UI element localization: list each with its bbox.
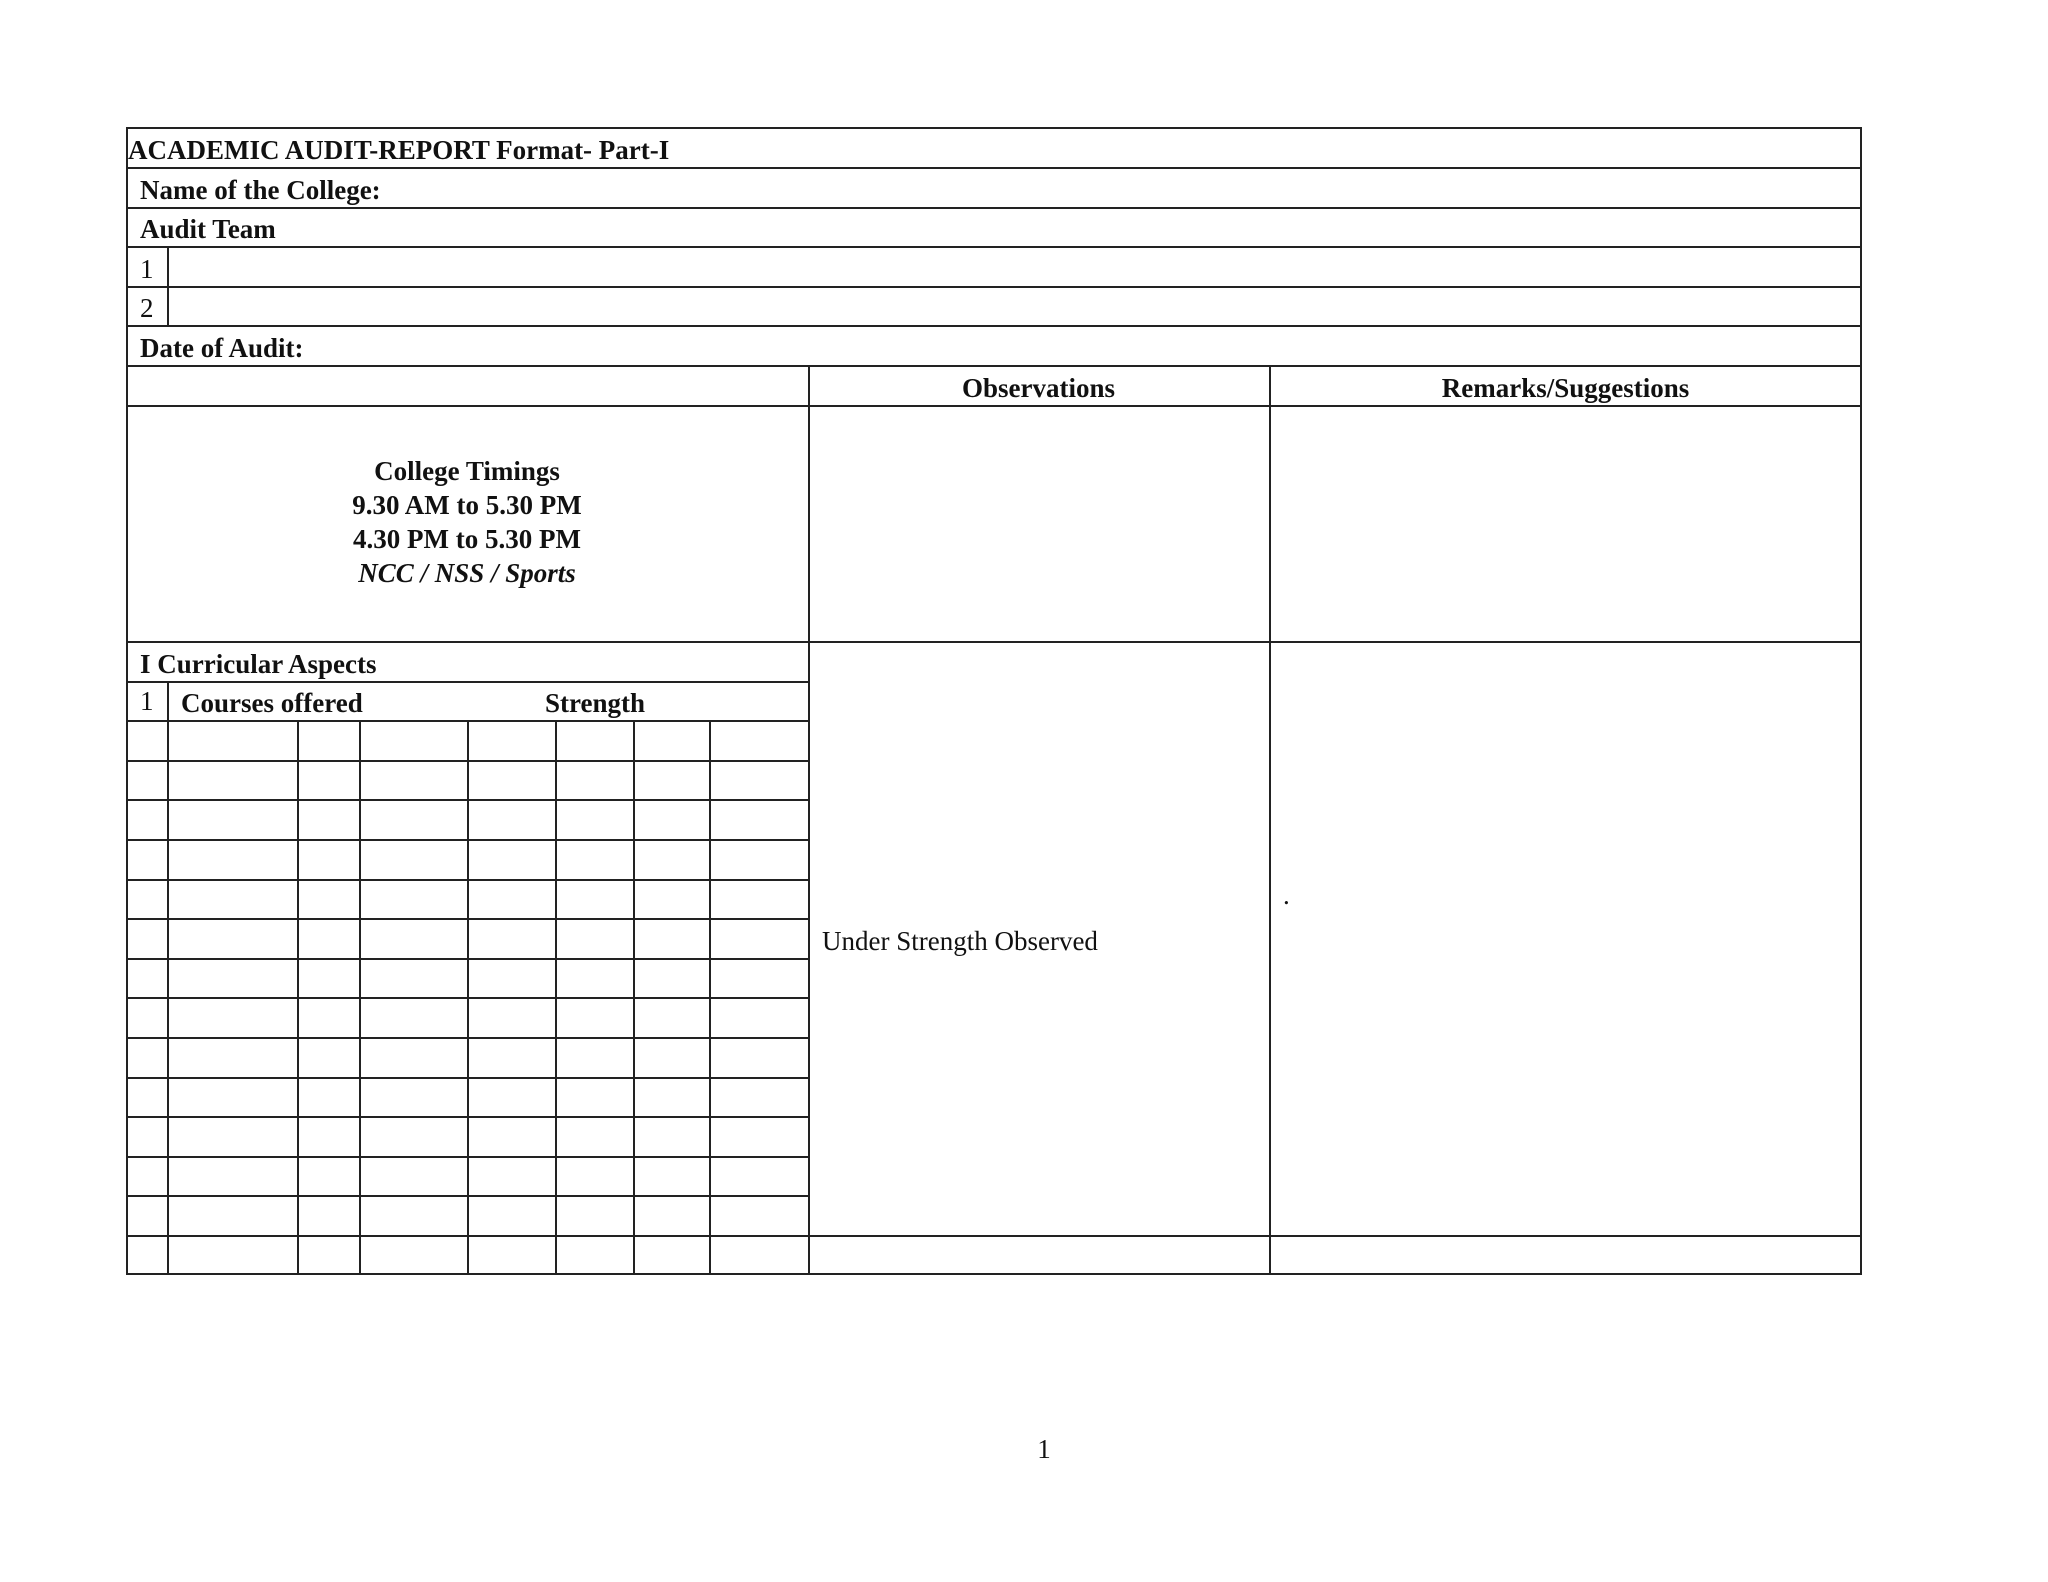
column-divider (555, 720, 557, 1275)
column-divider (1269, 365, 1271, 1275)
row-divider (126, 167, 1862, 169)
team-row-number: 1 (140, 254, 154, 284)
row-divider (126, 207, 1862, 209)
column-divider (167, 246, 169, 325)
row-divider (126, 246, 1862, 248)
audit-team-label: Audit Team (140, 214, 276, 244)
timings-heading: College Timings (374, 456, 560, 486)
curricular-section-title: I Curricular Aspects (140, 649, 377, 679)
row-divider (126, 1235, 1862, 1237)
column-divider (167, 681, 169, 1275)
column-divider (297, 720, 299, 1275)
college-name-label: Name of the College: (140, 175, 381, 205)
remarks-header: Remarks/Suggestions (1441, 373, 1690, 403)
remarks-text: . (1283, 880, 1290, 910)
timings-line: 9.30 AM to 5.30 PM (352, 490, 582, 520)
row-divider (126, 325, 1862, 327)
courses-offered-label: Courses offered (181, 688, 363, 718)
row-divider (126, 641, 1862, 643)
row-divider (126, 405, 1862, 407)
row-divider (126, 286, 1862, 288)
row-divider (126, 681, 808, 683)
item-number: 1 (140, 686, 154, 716)
timings-line: 4.30 PM to 5.30 PM (353, 524, 581, 554)
column-divider (709, 720, 711, 1275)
column-divider (467, 720, 469, 1275)
column-divider (633, 720, 635, 1275)
observations-header: Observations (961, 373, 1115, 403)
audit-date-label: Date of Audit: (140, 333, 304, 363)
column-divider (359, 720, 361, 1275)
team-row-number: 2 (140, 293, 154, 323)
row-divider (126, 365, 1862, 367)
strength-label: Strength (545, 688, 646, 718)
page-number: 1 (1037, 1434, 1051, 1464)
audit-form-table (126, 127, 1862, 1275)
timings-activities: NCC / NSS / Sports (358, 558, 576, 588)
column-divider (808, 365, 810, 1275)
observation-text: Under Strength Observed (822, 926, 1098, 956)
form-title: ACADEMIC AUDIT-REPORT Format- Part-I (128, 135, 670, 165)
